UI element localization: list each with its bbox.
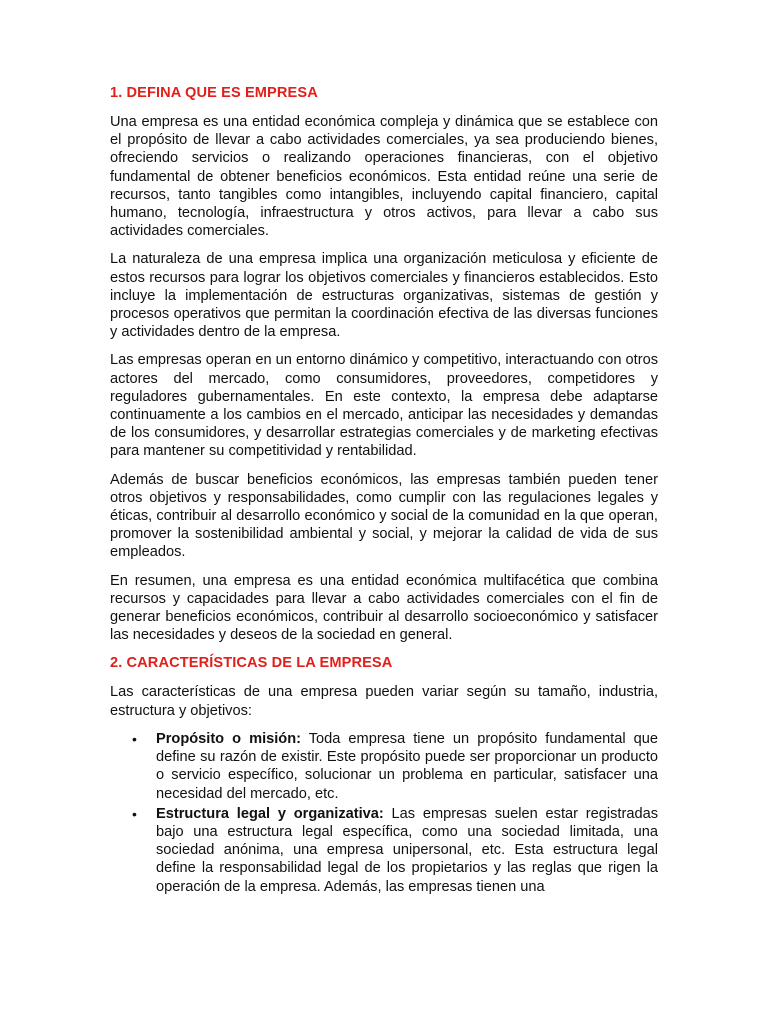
list-item-term: Propósito o misión: [156, 730, 301, 747]
section-1-paragraph: Una empresa es una entidad económica compleja y dinámica que se establece con el propósito de llevar a cabo actividades comerciales, ya sea produciendo bienes, ofreciendo servicios o realizando operaciones financieras, con el objetivo fundamental de obtener beneficios económicos. Esta entidad reúne una serie de recursos, tanto tangibles como intangibles, incluyendo capital financiero, capital humano, tecnología, infraestructura y otros activos, para llevar a cabo sus actividades comerciales. [110, 114, 658, 240]
section-1-paragraph: La naturaleza de una empresa implica una organización meticulosa y eficiente de estos recursos para lograr los objetivos comerciales y financieros establecidos. Esto incluye la implementación de estructuras organizativas, sistemas de gestión y procesos operativos que permitan la coordinación efectiva de las diversas funciones y actividades dentro de la empresa. [110, 251, 658, 341]
bullet-icon: • [132, 730, 137, 747]
section-1-heading: 1. DEFINA QUE ES EMPRESA [110, 85, 318, 101]
section-1-paragraph: Además de buscar beneficios económicos, las empresas también pueden tener otros objetivos y responsabilidades, como cumplir con las regulaciones legales y éticas, contribuir al desarrollo económico y social de la comunidad en la que operan, promover la sostenibilidad ambiental y social, y mejorar la calidad de vida de sus empleados. [110, 471, 658, 561]
section-2-heading: 2. CARACTERÍSTICAS DE LA EMPRESA [110, 655, 393, 672]
bullet-icon: • [132, 805, 137, 822]
section-1-paragraph: En resumen, una empresa es una entidad económica multifacética que combina recursos y capacidades para llevar a cabo actividades comerciales con el fin de generar beneficios económicos, contribuir al desarrollo socioeconómico y satisfacer las necesidades y deseos de la sociedad en general. [110, 572, 658, 644]
characteristics-list [110, 730, 658, 896]
list-item-term: Estructura legal y organizativa: [156, 805, 384, 822]
document-page [110, 84, 658, 898]
section-2-intro: Las características de una empresa pueden variar según su tamaño, industria, estructura y objetivos: [110, 684, 658, 719]
list-item [132, 730, 658, 803]
list-item [132, 805, 658, 896]
list-item-text: Toda empresa tiene un propósito fundamental que define su razón de existir. Este propósito puede ser proporcionar un producto o servicio específico, solucionar un problema en particular, satisfacer una necesidad del mercado, etc. [156, 730, 658, 802]
list-item-text: Las empresas suelen estar registradas bajo una estructura legal específica, como una sociedad limitada, una sociedad anónima, una empresa unipersonal, etc. Esta estructura legal define la responsabilidad legal de los propietarios y las reglas que rigen la operación de la empresa. Además, las empresas tienen una [156, 805, 658, 895]
section-1-paragraph: Las empresas operan en un entorno dinámico y competitivo, interactuando con otros actores del mercado, como consumidores, proveedores, competidores y reguladores gubernamentales. En este contexto, la empresa debe adaptarse continuamente a los cambios en el mercado, anticipar las necesidades y demandas de los consumidores, y desarrollar estrategias comerciales y de marketing efectivas para mantener su competitividad y rentabilidad. [110, 352, 658, 460]
